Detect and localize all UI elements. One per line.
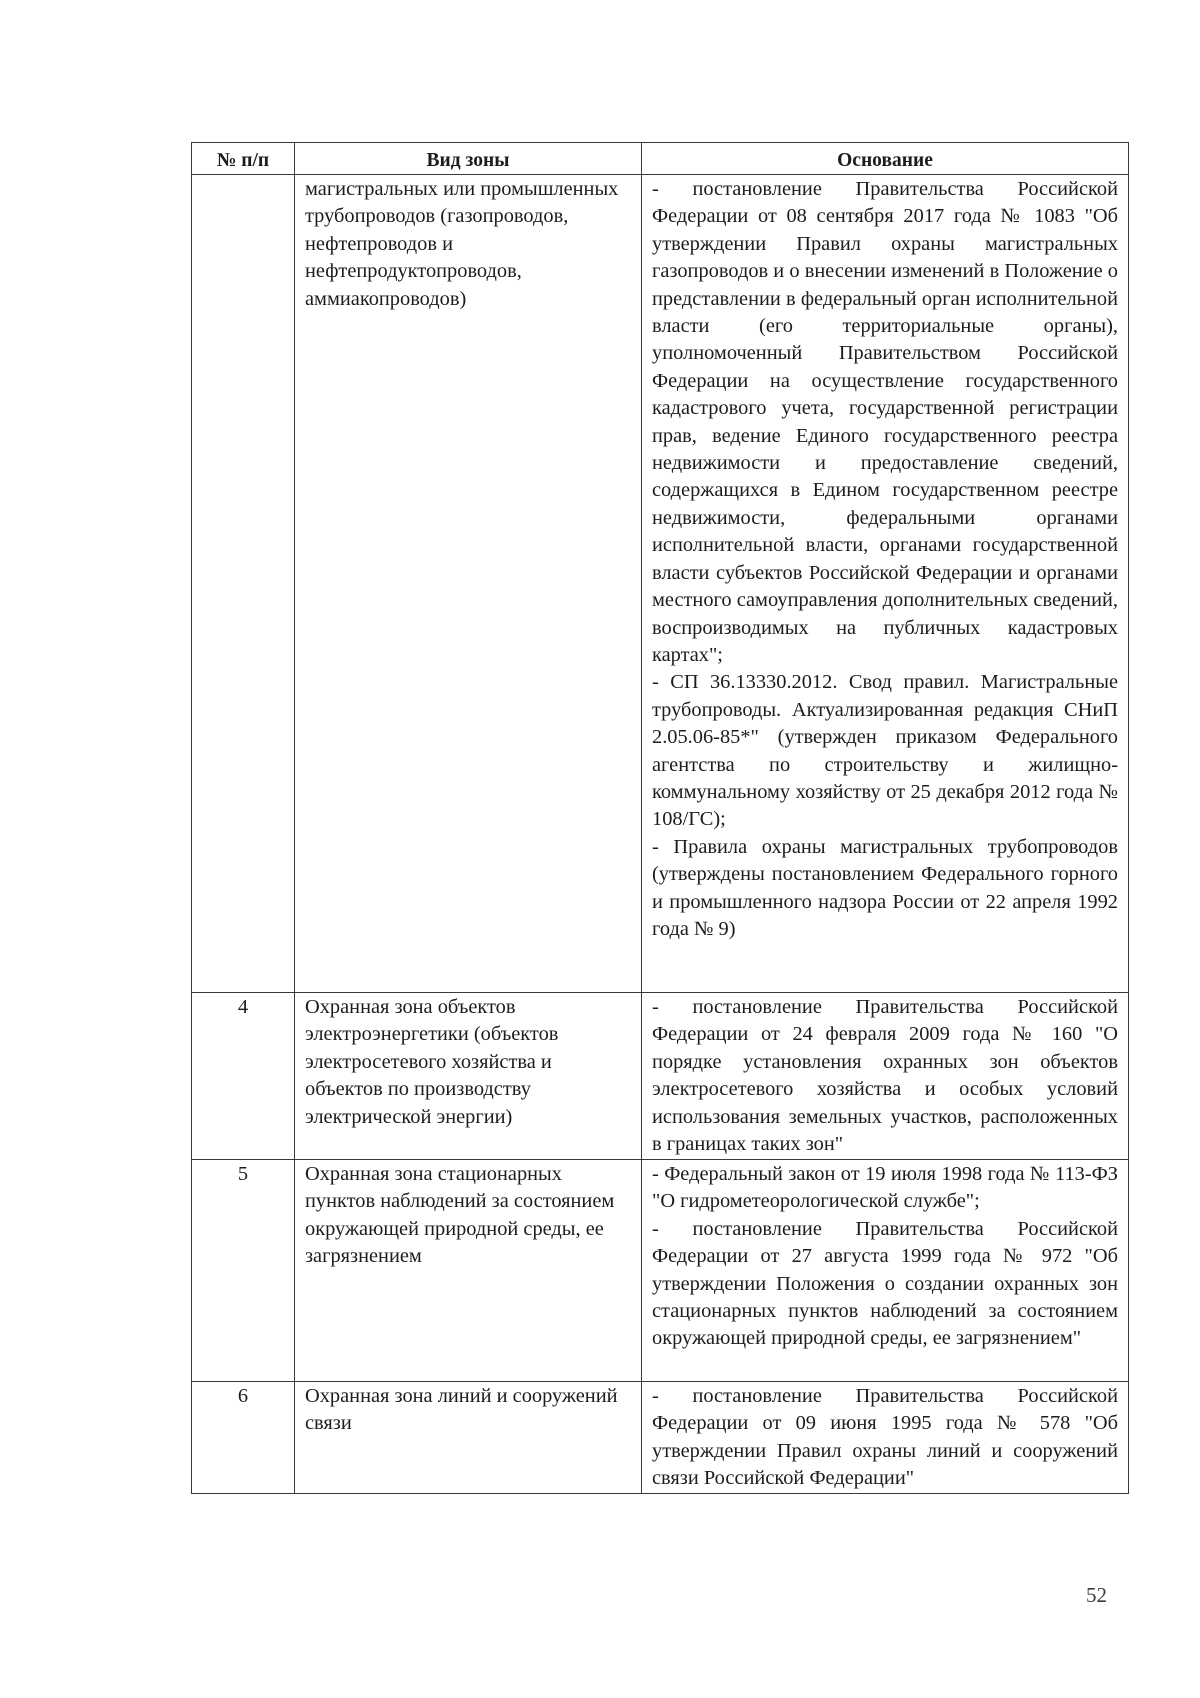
- row-basis: [642, 993, 1129, 1160]
- basis-paragraph: - постановление Правительства Российской Федерации от 27 августа 1999 года № 972 "Об утверждении Положения о создании охранных зон стационарных пунктов наблюдений за состоянием окружающей природной среды, ее загрязнением": [652, 1217, 1118, 1350]
- basis-paragraph: - Федеральный закон от 19 июля 1998 года № 113-ФЗ "О гидрометеорологической службе";: [652, 1163, 1118, 1213]
- row-number: 6: [192, 1382, 295, 1494]
- row-zone-type: магистральных или промышленных трубопроводов (газопроводов, нефтепроводов и нефтепродуктопроводов, аммиакопроводов): [295, 175, 642, 993]
- table-row: [192, 175, 1129, 993]
- header-zone-type: Вид зоны: [295, 143, 642, 175]
- table-row: [192, 1160, 1129, 1382]
- basis-paragraph: - постановление Правительства Российской Федерации от 24 февраля 2009 года № 160 "О порядке установления охранных зон объектов электросетевого хозяйства и особых условий использования земельных участков, расположенных в границах таких зон": [652, 996, 1118, 1156]
- zones-table: [191, 142, 1129, 1494]
- row-basis: [642, 175, 1129, 993]
- basis-paragraph: - СП 36.13330.2012. Свод правил. Магистральные трубопроводы. Актуализированная редакция СНиП 2.05.06-85*" (утвержден приказом Федерального агентства по строительству и жилищно-коммунальному хозяйству от 25 декабря 2012 года № 108/ГС);: [652, 671, 1118, 831]
- row-number: [192, 175, 295, 993]
- page-number: 52: [1086, 1583, 1107, 1607]
- row-zone-type: Охранная зона объектов электроэнергетики (объектов электросетевого хозяйства и объектов по производству электрической энергии): [295, 993, 642, 1160]
- basis-paragraph: - Правила охраны магистральных трубопроводов (утверждены постановлением Федерального горного и промышленного надзора России от 22 апреля 1992 года № 9): [652, 835, 1118, 940]
- row-basis: [642, 1382, 1129, 1494]
- table-header-row: [192, 143, 1129, 175]
- header-number: № п/п: [192, 143, 295, 175]
- table-row: [192, 993, 1129, 1160]
- row-basis: [642, 1160, 1129, 1382]
- header-basis: Основание: [642, 143, 1129, 175]
- row-zone-type: Охранная зона стационарных пунктов наблюдений за состоянием окружающей природной среды, ее загрязнением: [295, 1160, 642, 1382]
- row-number: 4: [192, 993, 295, 1160]
- row-zone-type: Охранная зона линий и сооружений связи: [295, 1382, 642, 1494]
- table-row: [192, 1382, 1129, 1494]
- basis-paragraph: - постановление Правительства Российской Федерации от 08 сентября 2017 года № 1083 "Об утверждении Правил охраны магистральных газопроводов и о внесении изменений в Положение о представлении в федеральный орган исполнительной власти (его территориальные органы), уполномоченный Правительством Российской Федерации на осуществление государственного кадастрового учета, государственной регистрации прав, ведение Единого государственного реестра недвижимости и предоставление сведений, содержащихся в Едином государственном реестре недвижимости, федеральными органами исполнительной власти, органами государственной власти субъектов Российской Федерации и органами местного самоуправления дополнительных сведений, воспроизводимых на публичных кадастровых картах";: [652, 178, 1118, 666]
- row-number: 5: [192, 1160, 295, 1382]
- basis-paragraph: - постановление Правительства Российской Федерации от 09 июня 1995 года № 578 "Об утверждении Правил охраны линий и сооружений связи Российской Федерации": [652, 1385, 1118, 1490]
